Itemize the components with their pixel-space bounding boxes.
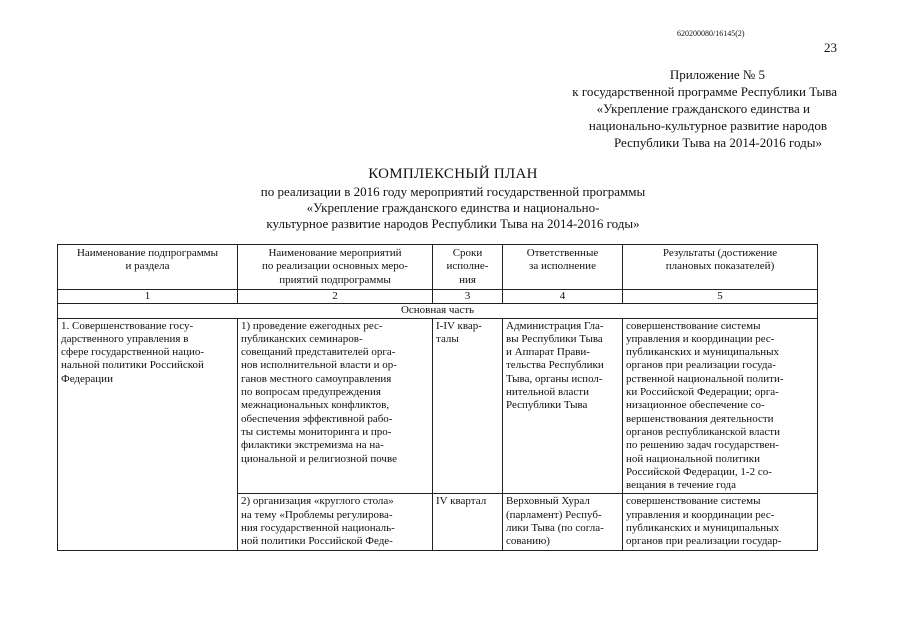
result-cell: совершенствование системы управления и координации рес- публиканских и муниципальных органов при реализации государ- [623, 494, 818, 550]
column-number: 1 [58, 290, 238, 304]
subprogram-cell: 1. Совершенствование госу- дарственного управления в сфере государственной нацио- нальной политики Российской Федерации [58, 318, 238, 550]
term-cell: IV квартал [433, 494, 503, 550]
document-code: 620200080/16145(2) [677, 29, 745, 38]
column-number: 2 [238, 290, 433, 304]
appendix-line: Республики Тыва на 2014-2016 годы» [613, 135, 822, 150]
appendix-line: Приложение № 5 [669, 67, 765, 82]
column-number: 3 [433, 290, 503, 304]
result-cell: совершенствование системы управления и координации рес- публиканских и муниципальных органов при реализации госуда- рственной национальной полити- ки Российской Федерации; орга- низационное обеспечение со- вершенствования деятельности органов республиканской власти по решению задач государствен- ной национальной политики Российской Федерации, 1-2 со- вещания в течение года [623, 318, 818, 494]
column-header: Наименование подпрограммы и раздела [58, 245, 238, 290]
responsible-cell: Администрация Гла- вы Республики Тыва и Аппарат Прави- тельства Республики Тыва, органы испол- нительной власти Республики Тыва [503, 318, 623, 494]
plan-subtitle: «Укрепление гражданского единства и национально- [306, 200, 600, 215]
column-number-row [58, 290, 818, 304]
plan-title: КОМПЛЕКСНЫЙ ПЛАН [368, 166, 538, 182]
column-header: Наименование мероприятий по реализации основных меро- приятий подпрограммы [238, 245, 433, 290]
plan-title-block [160, 165, 746, 232]
responsible-cell: Верховный Хурал (парламент) Респуб- лики Тыва (по согла- сованию) [503, 494, 623, 550]
plan-table [57, 244, 818, 551]
appendix-block [417, 66, 837, 151]
measure-cell: 2) организация «круглого стола» на тему «Проблемы регулирова- ния государственной националь- ной политики Российской Феде- [238, 494, 433, 550]
term-cell: I-IV квар- талы [433, 318, 503, 494]
appendix-line: национально-культурное развитие народов [588, 118, 827, 133]
table-row [58, 318, 818, 494]
column-header: Сроки исполне- ния [433, 245, 503, 290]
column-number: 5 [623, 290, 818, 304]
plan-subtitle: по реализации в 2016 году мероприятий государственной программы [260, 184, 646, 199]
page-number: 23 [824, 40, 837, 55]
section-label: Основная часть [58, 304, 818, 318]
appendix-line: к государственной программе Республики Тыва [572, 84, 837, 99]
column-header: Ответственные за исполнение [503, 245, 623, 290]
measure-cell: 1) проведение ежегодных рес- публиканских семинаров- совещаний представителей орга- нов исполнительной власти и ор- ганов местного самоуправления по вопросам предупреждения межнациональных конфликтов, обеспечения эффективной рабо- ты системы мониторинга и про- филактики экстремизма на на- циональной и религиозной почве [238, 318, 433, 494]
appendix-line: «Укрепление гражданского единства и [596, 101, 810, 116]
table-header-row [58, 245, 818, 290]
column-number: 4 [503, 290, 623, 304]
section-row [58, 304, 818, 318]
column-header: Результаты (достижение плановых показателей) [623, 245, 818, 290]
plan-subtitle: культурное развитие народов Республики Тыва на 2014-2016 годы» [266, 216, 640, 231]
